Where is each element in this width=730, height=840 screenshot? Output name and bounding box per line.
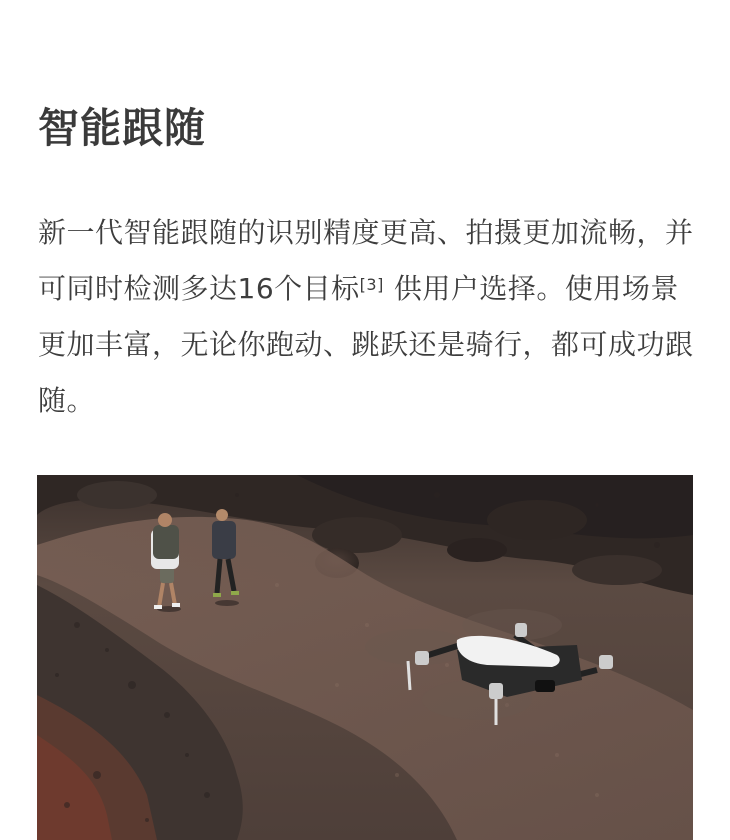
paragraph-rest-text: 供用户选择。使用场景更加丰富，无论你跑动、跳跃还是骑行，都可成功跟随。 — [38, 272, 694, 417]
section-paragraph — [38, 205, 698, 429]
section-title: 智能跟随 — [38, 104, 206, 152]
drone-follow-photo — [37, 475, 693, 840]
volcanic-trail-scene — [37, 475, 693, 840]
footnote-reference[interactable]: [3] — [359, 275, 384, 294]
paragraph-main-text: 新一代智能跟随的识别精度更高、拍摄更加流畅，并可同时检测多达16个目标 — [38, 216, 694, 305]
